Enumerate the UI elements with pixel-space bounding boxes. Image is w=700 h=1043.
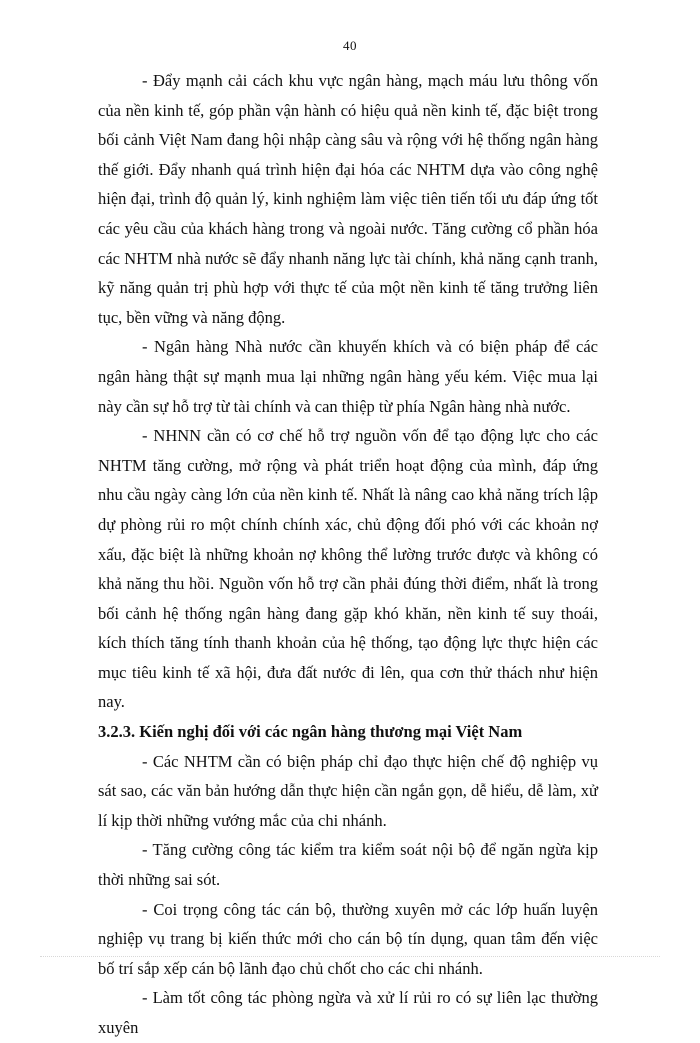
section-heading: 3.2.3. Kiến nghị đối với các ngân hàng thương mại Việt Nam [98, 722, 523, 742]
paragraph-internal-control: - Tăng cường công tác kiểm tra kiểm soát nội bộ để ngăn ngừa kịp thời những sai sót. [98, 840, 598, 890]
document-body [98, 66, 598, 1043]
paragraph-staff-training: - Coi trọng công tác cán bộ, thường xuyên mở các lớp huấn luyện nghiệp vụ trang bị kiến thức mới cho cán bộ tín dụng, quan tâm đến việc bố trí sắp xếp cán bộ lãnh đạo chủ chốt cho các chi nhánh. [98, 899, 598, 978]
page-bottom-rule [40, 956, 660, 957]
page-number: 40 [343, 38, 357, 53]
paragraph-operational-guidance: - Các NHTM cần có biện pháp chỉ đạo thực hiện chế độ nghiệp vụ sát sao, các văn bản hướng dẫn thực hiện cần ngắn gọn, dễ hiểu, dễ làm, xử lí kịp thời những vướng mắc của chi nhánh. [98, 751, 598, 830]
paragraph-state-bank-acquisition: - Ngân hàng Nhà nước cần khuyến khích và có biện pháp để các ngân hàng thật sự mạnh mua lại những ngân hàng yếu kém. Việc mua lại này cần sự hỗ trợ từ tài chính và can thiệp từ phía Ngân hàng nhà nước. [98, 337, 598, 416]
paragraph-risk-prevention: - Làm tốt công tác phòng ngừa và xử lí rủi ro có sự liên lạc thường xuyên [98, 988, 598, 1037]
paragraph-banking-reform: - Đẩy mạnh cải cách khu vực ngân hàng, mạch máu lưu thông vốn của nền kinh tế, góp phần vận hành có hiệu quả nền kinh tế, đặc biệt trong bối cảnh Việt Nam đang hội nhập càng sâu và rộng với hệ thống ngân hàng thế giới. Đẩy nhanh quá trình hiện đại hóa các NHTM dựa vào công nghệ hiện đại, trình độ quản lý, kinh nghiệm làm việc tiên tiến tối ưu đáp ứng tốt các yêu cầu của khách hàng trong và ngoài nước. Tăng cường cổ phần hóa các NHTM nhà nước sẽ đẩy nhanh năng lực tài chính, khả năng cạnh tranh, kỹ năng quản trị phù hợp với thực tế của một nền kinh tế tăng trưởng liên tục, bền vững và năng động. [98, 71, 598, 327]
paragraph-capital-support: - NHNN cần có cơ chế hỗ trợ nguồn vốn để tạo động lực cho các NHTM tăng cường, mở rộng và phát triển hoạt động của mình, đáp ứng nhu cầu ngày càng lớn của nền kinh tế. Nhất là nâng cao khả năng trích lập dự phòng rủi ro một chính chính xác, chủ động đối phó với các khoản nợ xấu, đặc biệt là những khoản nợ không thể lường trước được và không có khả năng thu hồi. Nguồn vốn hỗ trợ cần phải đúng thời điểm, nhất là trong bối cảnh hệ thống ngân hàng đang gặp khó khăn, nền kinh tế suy thoái, kích thích tăng tính thanh khoản của hệ thống, tạo động lực thực hiện các mục tiêu kinh tế xã hội, đưa đất nước đi lên, qua cơn thử thách như hiện nay. [98, 426, 598, 712]
